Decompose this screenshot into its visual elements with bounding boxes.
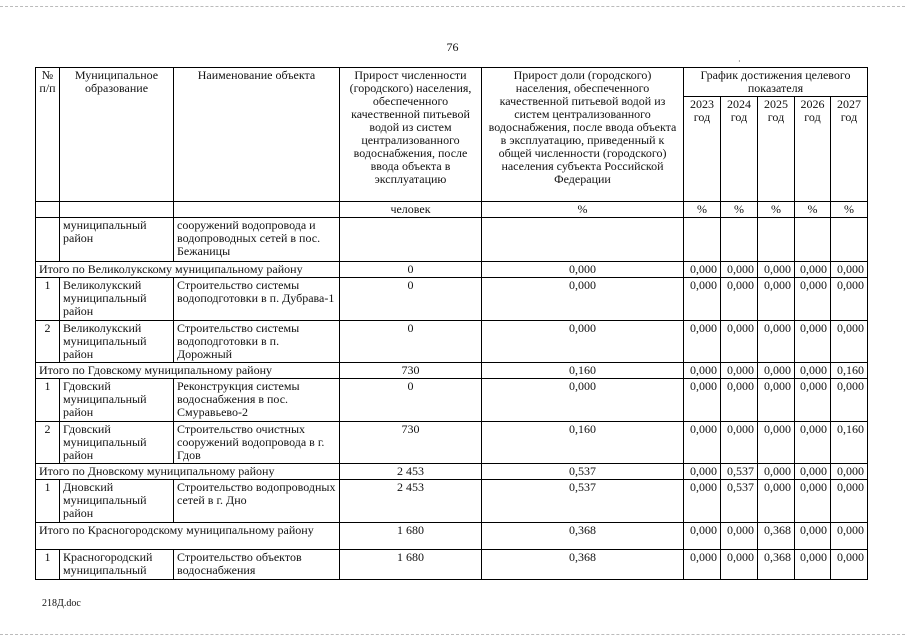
year-value-cell: 0,000 (684, 363, 721, 379)
year-value-cell: 0,368 (758, 523, 795, 550)
year-value-cell: 0,000 (795, 321, 831, 363)
total-row (36, 464, 868, 480)
share-growth-cell: 0,368 (482, 550, 684, 580)
object-cell: сооружений водопровода и водопроводных сетей в пос. Бежаницы (174, 218, 340, 262)
total-row (36, 262, 868, 278)
header-year: 2027 год (831, 97, 868, 202)
people-growth-cell: 2 453 (340, 480, 482, 523)
scan-dot: · (738, 57, 741, 66)
year-value-cell: 0,000 (831, 262, 868, 278)
year-value-cell: 0,000 (684, 278, 721, 321)
row-number: 1 (36, 278, 60, 321)
year-value-cell (684, 218, 721, 262)
municipality-cell: Гдовский муниципальный район (60, 422, 174, 464)
header-year: 2025 год (758, 97, 795, 202)
unit-share: % (482, 202, 684, 218)
year-value-cell: 0,000 (721, 321, 758, 363)
object-cell: Строительство водопроводных сетей в г. Дно (174, 480, 340, 523)
year-value-cell: 0,000 (684, 262, 721, 278)
header-num: № п/п (36, 68, 60, 202)
page-number: 76 (446, 40, 459, 54)
total-label: Итого по Красногородскому муниципальному району (36, 523, 340, 550)
year-value-cell: 0,537 (721, 480, 758, 523)
municipality-cell: Великолукский муниципальный район (60, 321, 174, 363)
year-value-cell: 0,000 (721, 262, 758, 278)
municipality-cell: Красногородский муниципальный (60, 550, 174, 580)
row-number: 1 (36, 550, 60, 580)
share-growth-cell: 0,160 (482, 422, 684, 464)
year-value-cell: 0,000 (758, 480, 795, 523)
year-value-cell: 0,000 (758, 464, 795, 480)
people-growth-cell: 2 453 (340, 464, 482, 480)
unit-people: человек (340, 202, 482, 218)
municipality-cell: муниципальный район (60, 218, 174, 262)
year-value-cell: 0,000 (831, 278, 868, 321)
share-growth-cell (482, 218, 684, 262)
people-growth-cell: 1 680 (340, 550, 482, 580)
share-growth-cell: 0,368 (482, 523, 684, 550)
table-row (36, 422, 868, 464)
table-row (36, 321, 868, 363)
people-growth-cell: 0 (340, 278, 482, 321)
people-growth-cell: 0 (340, 262, 482, 278)
people-growth-cell: 730 (340, 363, 482, 379)
table-row (36, 480, 868, 523)
share-growth-cell: 0,000 (482, 262, 684, 278)
year-value-cell: 0,000 (721, 550, 758, 580)
unit-year: % (831, 202, 868, 218)
targets-table (35, 67, 868, 580)
total-row (36, 523, 868, 550)
header-schedule: График достижения целевого показателя (684, 68, 868, 97)
table-row (36, 379, 868, 422)
people-growth-cell: 0 (340, 379, 482, 422)
unit-year: % (758, 202, 795, 218)
header-municipality: Муниципальное образование (60, 68, 174, 202)
people-growth-cell: 0 (340, 321, 482, 363)
people-growth-cell (340, 218, 482, 262)
year-value-cell: 0,000 (758, 363, 795, 379)
year-value-cell: 0,537 (721, 464, 758, 480)
unit-year: % (721, 202, 758, 218)
share-growth-cell: 0,000 (482, 278, 684, 321)
year-value-cell (795, 218, 831, 262)
year-value-cell: 0,000 (831, 379, 868, 422)
total-label: Итого по Дновскому муниципальному району (36, 464, 340, 480)
table-row (36, 218, 868, 262)
year-value-cell: 0,000 (684, 523, 721, 550)
share-growth-cell: 0,000 (482, 379, 684, 422)
footer-filename: 218Д.doc (42, 598, 81, 609)
year-value-cell: 0,000 (758, 262, 795, 278)
object-cell: Строительство объектов водоснабжения (174, 550, 340, 580)
municipality-cell: Гдовский муниципальный район (60, 379, 174, 422)
unit-year: % (795, 202, 831, 218)
total-label: Итого по Великолукскому муниципальному району (36, 262, 340, 278)
scan-top-edge (0, 6, 905, 7)
year-value-cell: 0,000 (831, 480, 868, 523)
year-value-cell: 0,000 (684, 480, 721, 523)
year-value-cell: 0,000 (831, 523, 868, 550)
year-value-cell: 0,000 (795, 464, 831, 480)
year-value-cell (721, 218, 758, 262)
share-growth-cell: 0,160 (482, 363, 684, 379)
total-row (36, 363, 868, 379)
header-year: 2026 год (795, 97, 831, 202)
row-number: 1 (36, 480, 60, 523)
year-value-cell: 0,160 (831, 363, 868, 379)
object-cell: Строительство системы водоподготовки в п. Дорожный (174, 321, 340, 363)
year-value-cell: 0,000 (684, 422, 721, 464)
year-value-cell: 0,000 (758, 422, 795, 464)
object-cell: Строительство очистных сооружений водопровода в г. Гдов (174, 422, 340, 464)
header-growth-share: Прирост доли (городского) населения, обеспеченного качественной питьевой водой из систем централизованного водоснабжения, после ввода объекта в эксплуатацию, приведенный к общей численности (городского) населения субъекта Российской Федерации (482, 68, 684, 202)
year-value-cell: 0,000 (721, 363, 758, 379)
year-value-cell: 0,000 (795, 379, 831, 422)
year-value-cell: 0,000 (795, 363, 831, 379)
unit-cell (60, 202, 174, 218)
year-value-cell: 0,000 (831, 464, 868, 480)
year-value-cell: 0,000 (795, 523, 831, 550)
scan-bottom-edge (0, 634, 905, 635)
unit-cell (36, 202, 60, 218)
object-cell: Строительство системы водоподготовки в п. Дубрава-1 (174, 278, 340, 321)
share-growth-cell: 0,000 (482, 321, 684, 363)
unit-cell (174, 202, 340, 218)
year-value-cell: 0,000 (758, 379, 795, 422)
year-value-cell: 0,000 (831, 321, 868, 363)
table-row (36, 550, 868, 580)
year-value-cell: 0,000 (684, 550, 721, 580)
year-value-cell: 0,000 (795, 550, 831, 580)
year-value-cell: 0,000 (684, 321, 721, 363)
year-value-cell: 0,000 (831, 550, 868, 580)
row-number (36, 218, 60, 262)
year-value-cell (758, 218, 795, 262)
header-object: Наименование объекта (174, 68, 340, 202)
unit-year: % (684, 202, 721, 218)
year-value-cell: 0,000 (721, 422, 758, 464)
year-value-cell: 0,000 (795, 422, 831, 464)
year-value-cell: 0,000 (684, 464, 721, 480)
year-value-cell: 0,000 (795, 480, 831, 523)
year-value-cell: 0,000 (684, 379, 721, 422)
year-value-cell: 0,000 (721, 523, 758, 550)
municipality-cell: Дновский муниципальный район (60, 480, 174, 523)
table-row (36, 278, 868, 321)
header-year: 2023 год (684, 97, 721, 202)
year-value-cell: 0,000 (795, 278, 831, 321)
year-value-cell: 0,000 (795, 262, 831, 278)
share-growth-cell: 0,537 (482, 464, 684, 480)
municipality-cell: Великолукский муниципальный район (60, 278, 174, 321)
year-value-cell: 0,160 (831, 422, 868, 464)
year-value-cell: 0,000 (721, 379, 758, 422)
header-growth-people: Прирост численности (городского) населения, обеспеченного качественной питьевой водой из систем централизованного водоснабжения, после ввода объекта в эксплуатацию (340, 68, 482, 202)
year-value-cell: 0,368 (758, 550, 795, 580)
year-value-cell: 0,000 (758, 278, 795, 321)
share-growth-cell: 0,537 (482, 480, 684, 523)
year-value-cell: 0,000 (721, 278, 758, 321)
total-label: Итого по Гдовскому муниципальному району (36, 363, 340, 379)
object-cell: Реконструкция системы водоснабжения в пос. Смуравьево-2 (174, 379, 340, 422)
people-growth-cell: 1 680 (340, 523, 482, 550)
people-growth-cell: 730 (340, 422, 482, 464)
row-number: 2 (36, 422, 60, 464)
row-number: 1 (36, 379, 60, 422)
header-year: 2024 год (721, 97, 758, 202)
year-value-cell: 0,000 (758, 321, 795, 363)
row-number: 2 (36, 321, 60, 363)
year-value-cell (831, 218, 868, 262)
